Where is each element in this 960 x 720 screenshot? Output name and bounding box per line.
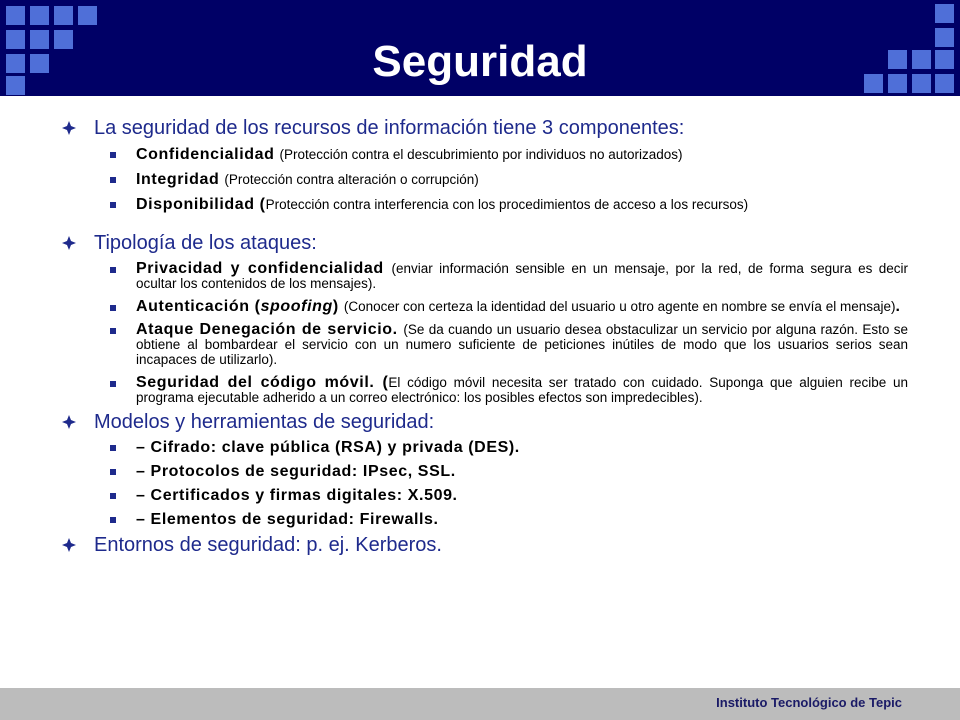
sub-bullet-item (62, 196, 908, 214)
bullet-text: Entornos de seguridad: p. ej. Kerberos. (94, 534, 442, 556)
square-bullet-icon (110, 517, 116, 523)
square-bullet-icon (110, 177, 116, 183)
square-bullet-icon (110, 267, 116, 273)
footer-bar (0, 688, 960, 720)
sub-bullet-item (62, 439, 908, 457)
footer-institution: Instituto Tecnológico de Tepic (716, 695, 902, 710)
square-bullet-icon (110, 445, 116, 451)
decor-square (935, 4, 954, 23)
sub-bullet-head: Integridad (136, 171, 225, 188)
diamond-bullet-icon (62, 121, 76, 135)
sub-bullet-body: (Se da cuando un usuario desea obstaculizar un servicio por alguna razón. Esto se obtiene al bombardear el servicio con un numero suficiente de peticiones inútiles de modo que los usuarios serios sean incapaces de utilizarlo). (136, 322, 908, 367)
bullet-item (62, 231, 908, 255)
square-bullet-icon (110, 469, 116, 475)
sub-bullet-item (62, 511, 908, 529)
square-bullet-icon (110, 328, 116, 334)
bullet-text: La seguridad de los recursos de información tiene 3 componentes: (94, 117, 685, 139)
sub-bullet-head: Confidencialidad (136, 146, 280, 163)
decor-square (6, 6, 25, 25)
sub-bullet-head: Seguridad del código móvil. ( (136, 374, 389, 391)
decor-square (54, 6, 73, 25)
slide-content (62, 116, 908, 557)
sub-bullet-head: Disponibilidad ( (136, 196, 266, 213)
bullet-text: Tipología de los ataques: (94, 232, 317, 254)
square-bullet-icon (110, 381, 116, 387)
sub-bullet-body: El código móvil necesita ser tratado con cuidado. Suponga que alguien recibe un programa ejecutable adherido a un correo electrónico: los posibles efectos son impredecibles). (136, 375, 908, 405)
sub-bullet-item (62, 146, 908, 164)
decor-square (30, 6, 49, 25)
diamond-bullet-icon (62, 415, 76, 429)
sub-bullet-head: – Protocolos de seguridad: IPsec, SSL. (136, 463, 456, 480)
sub-bullet-item (62, 487, 908, 505)
sub-bullet-item (62, 299, 908, 314)
sub-bullet-body: (Protección contra el descubrimiento por individuos no autorizados) (279, 147, 683, 162)
bullet-item (62, 116, 908, 140)
sub-bullet-item (62, 375, 908, 405)
diamond-bullet-icon (62, 236, 76, 250)
diamond-bullet-icon (62, 538, 76, 552)
sub-bullet-item (62, 171, 908, 189)
sub-bullet-head: Privacidad y confidencialidad (136, 260, 392, 277)
decor-square (78, 6, 97, 25)
bullet-text: Modelos y herramientas de seguridad: (94, 411, 435, 433)
sub-bullet-item (62, 463, 908, 481)
title-banner (0, 0, 960, 96)
sub-bullet-item (62, 261, 908, 291)
square-bullet-icon (110, 493, 116, 499)
sub-bullet-head: – Cifrado: clave pública (RSA) y privada (DES). (136, 439, 520, 456)
square-bullet-icon (110, 202, 116, 208)
sub-bullet-body: (Conocer con certeza la identidad del usuario u otro agente en nombre se envía el mensaje) (343, 299, 896, 314)
slide-title: Seguridad (372, 37, 588, 86)
sub-bullet-head: Ataque Denegación de servicio. (136, 321, 404, 338)
sub-bullet-head: Autenticación (spoofing) (136, 298, 344, 315)
bullet-item (62, 410, 908, 434)
sub-bullet-body: (enviar información sensible en un mensaje, por la red, de forma segura es decir ocultar los contenidos de los mensajes). (136, 261, 909, 291)
sub-bullet-body: Protección contra interferencia con los procedimientos de acceso a los recursos) (265, 197, 749, 212)
sub-bullet-tail: . (895, 298, 901, 315)
bullet-item (62, 533, 908, 557)
square-bullet-icon (110, 152, 116, 158)
sub-bullet-body: (Protección contra alteración o corrupción) (224, 172, 479, 187)
square-bullet-icon (110, 305, 116, 311)
sub-bullet-item (62, 322, 908, 367)
sub-bullet-head: – Certificados y firmas digitales: X.509. (136, 487, 458, 504)
sub-bullet-head: – Elementos de seguridad: Firewalls. (136, 511, 439, 528)
